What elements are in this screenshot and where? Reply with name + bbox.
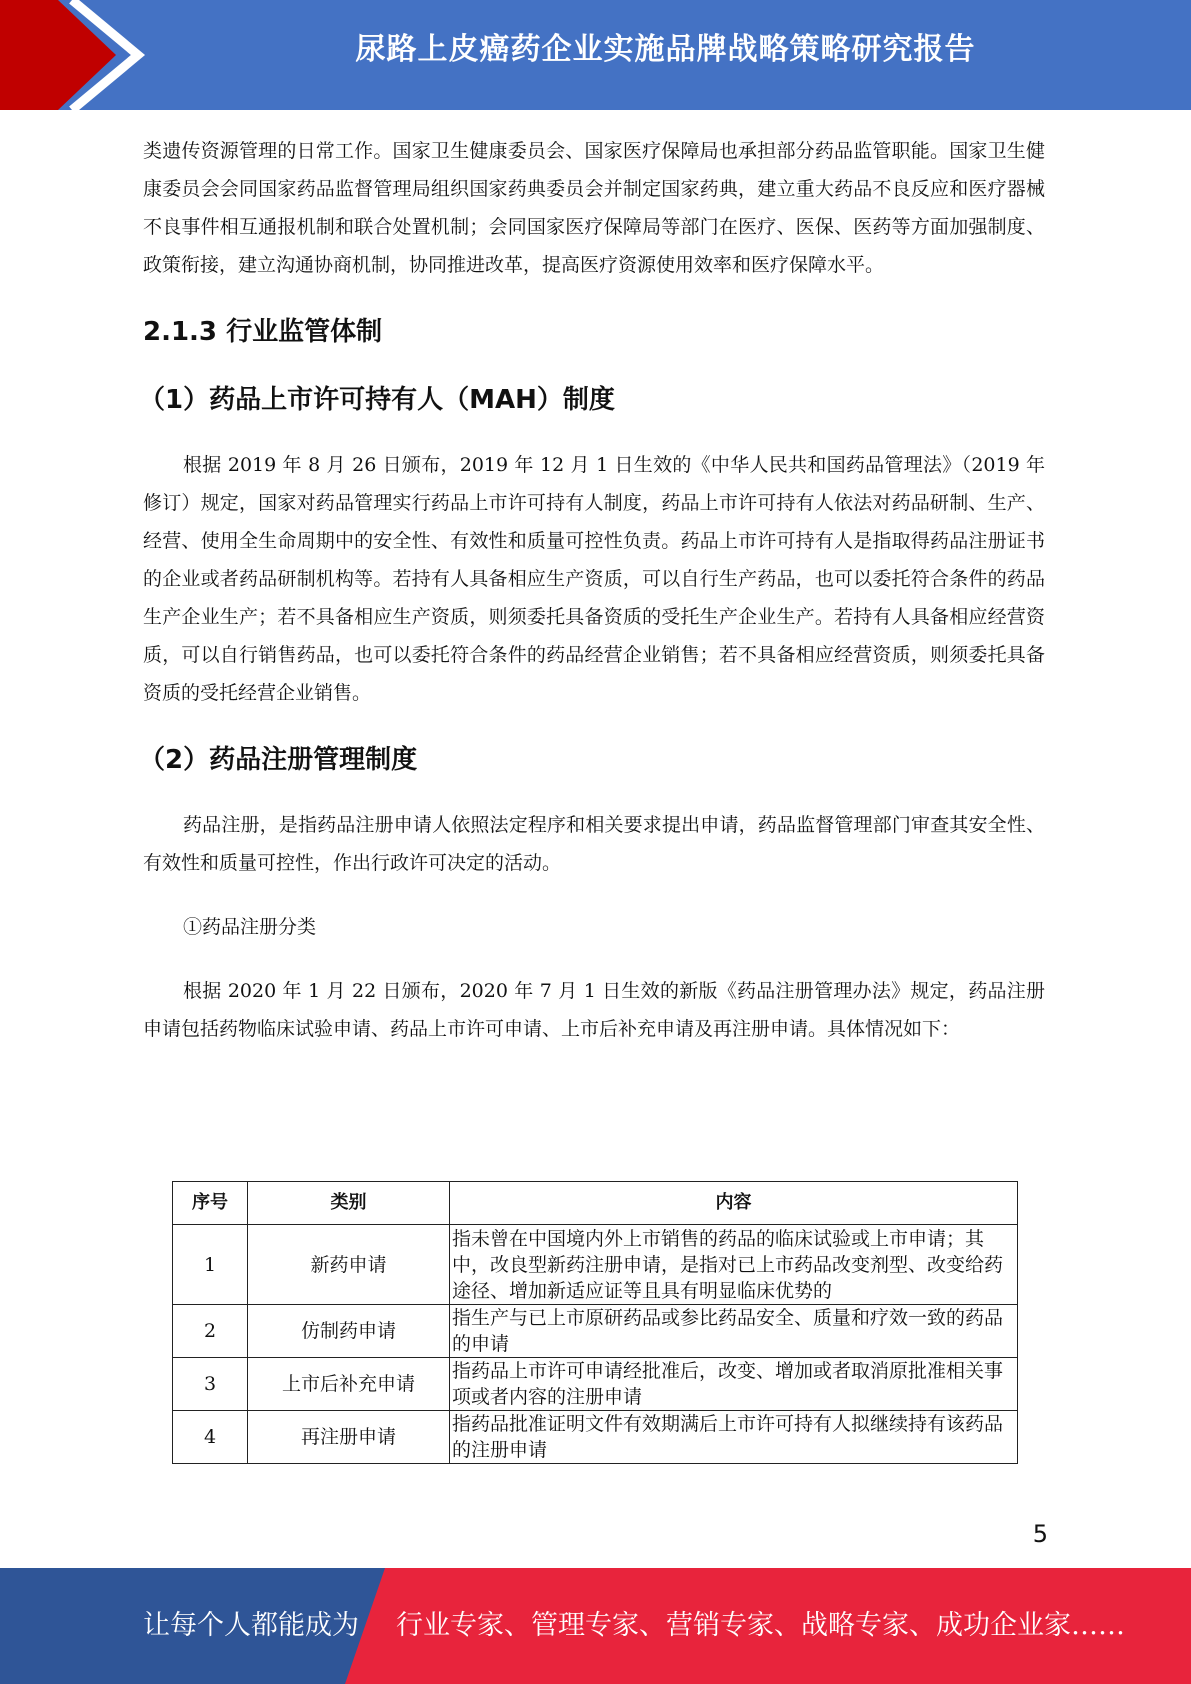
header-number: 序号 <box>173 1182 248 1225</box>
table-row <box>173 1305 1018 1358</box>
footer-slogan-right: 行业专家、管理专家、营销专家、战略专家、成功企业家…… <box>396 1610 1125 1641</box>
registration-table <box>172 1181 1018 1464</box>
mah-paragraph: 根据 2019 年 8 月 26 日颁布，2019 年 12 月 1 日生效的《中华人民共和国药品管理法》（2019 年修订）规定，国家对药品管理实行药品上市许可持有人制度，药品上市许可持有人依法对药品研制、生产、经营、使用全生命周期中的安全性、有效性和质量可控性负责。药品上市许可持有人是指取得药品注册证书的企业或者药品研制机构等。若持有人具备相应生产资质，可以自行生产药品，也可以委托符合条件的药品生产企业生产；若不具备相应生产资质，则须委托具备资质的受托生产企业生产。若持有人具备相应经营资质，可以自行销售药品，也可以委托符合条件的药品经营企业销售；若不具备相应经营资质，则须委托具备资质的受托经营企业销售。 <box>143 454 1045 704</box>
row-number: 3 <box>173 1358 248 1411</box>
row-content: 指未曾在中国境内外上市销售的药品的临床试验或上市申请；其中，改良型新药注册申请，是指对已上市药品改变剂型、改变给药途径、增加新适应证等且具有明显临床优势的 <box>450 1225 1018 1305</box>
page-header <box>0 0 1191 110</box>
page-number: 5 <box>1032 1520 1048 1548</box>
row-number: 2 <box>173 1305 248 1358</box>
row-category: 新药申请 <box>248 1225 450 1305</box>
subsection-heading-mah: （1）药品上市许可持有人（MAH）制度 <box>139 385 615 415</box>
table-row <box>173 1225 1018 1305</box>
row-category: 上市后补充申请 <box>248 1358 450 1411</box>
header-category: 类别 <box>248 1182 450 1225</box>
page-footer <box>0 1568 1191 1684</box>
registration-category-label: ①药品注册分类 <box>183 916 317 938</box>
registration-paragraph: 药品注册，是指药品注册申请人依照法定程序和相关要求提出申请，药品监督管理部门审查其安全性、有效性和质量可控性，作出行政许可决定的活动。 <box>143 814 1045 874</box>
header-content: 内容 <box>450 1182 1018 1225</box>
row-content: 指生产与已上市原研药品或参比药品安全、质量和疗效一致的药品的申请 <box>450 1305 1018 1358</box>
table-row <box>173 1358 1018 1411</box>
subsection-heading-registration: （2）药品注册管理制度 <box>139 745 418 775</box>
footer-slogan-left: 让每个人都能成为 <box>143 1610 359 1641</box>
table-header-row <box>173 1182 1018 1225</box>
row-number: 1 <box>173 1225 248 1305</box>
table-row <box>173 1411 1018 1464</box>
report-title: 尿路上皮癌药企业实施品牌战略策略研究报告 <box>355 32 976 67</box>
row-content: 指药品上市许可申请经批准后，改变、增加或者取消原批准相关事项或者内容的注册申请 <box>450 1358 1018 1411</box>
row-number: 4 <box>173 1411 248 1464</box>
page-content <box>139 132 1045 1048</box>
row-content: 指药品批准证明文件有效期满后上市许可持有人拟继续持有该药品的注册申请 <box>450 1411 1018 1464</box>
intro-paragraph: 类遗传资源管理的日常工作。国家卫生健康委员会、国家医疗保障局也承担部分药品监管职能。国家卫生健康委员会会同国家药品监督管理局组织国家药典委员会并制定国家药典，建立重大药品不良反应和医疗器械不良事件相互通报机制和联合处置机制；会同国家医疗保障局等部门在医疗、医保、医药等方面加强制度、政策衔接，建立沟通协商机制，协同推进改革，提高医疗资源使用效率和医疗保障水平。 <box>143 140 1045 276</box>
row-category: 再注册申请 <box>248 1411 450 1464</box>
row-category: 仿制药申请 <box>248 1305 450 1358</box>
registration-category-paragraph: 根据 2020 年 1 月 22 日颁布，2020 年 7 月 1 日生效的新版《药品注册管理办法》规定，药品注册申请包括药物临床试验申请、药品上市许可申请、上市后补充申请及再注册申请。具体情况如下： <box>143 980 1045 1040</box>
section-heading: 2.1.3 行业监管体制 <box>143 317 383 347</box>
